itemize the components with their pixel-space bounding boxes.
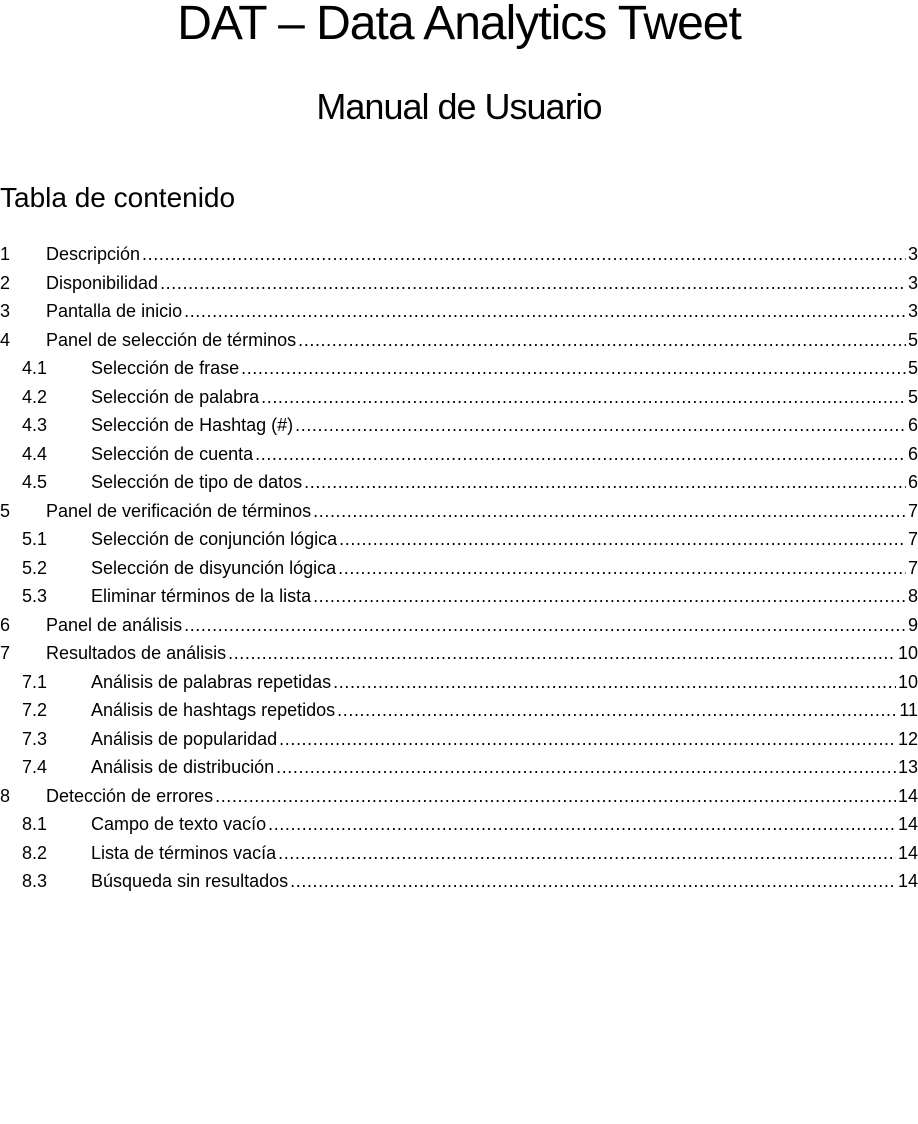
toc-entry-number: 7.4 bbox=[22, 757, 48, 777]
toc-entry-page: 6 bbox=[907, 415, 918, 435]
toc-entry[interactable] bbox=[0, 729, 918, 758]
toc-entry-title: Selección de palabra bbox=[91, 386, 260, 407]
toc-leader bbox=[228, 643, 896, 664]
toc-entry[interactable] bbox=[0, 358, 918, 387]
toc-entry-title: Análisis de palabras repetidas bbox=[91, 671, 332, 692]
toc-entry-title: Lista de términos vacía bbox=[91, 842, 277, 863]
toc-entry-title: Pantalla de inicio bbox=[46, 301, 183, 321]
toc-leader bbox=[160, 273, 906, 294]
toc-leader bbox=[268, 814, 896, 835]
toc-entry[interactable] bbox=[0, 415, 918, 444]
toc-entry-number: 1 bbox=[0, 244, 11, 264]
toc-entry[interactable] bbox=[0, 843, 918, 872]
toc-leader bbox=[241, 358, 906, 379]
toc-entry-number: 8.1 bbox=[22, 814, 48, 834]
toc-leader bbox=[276, 757, 896, 778]
toc-entry-page: 10 bbox=[897, 671, 918, 692]
toc-entry[interactable] bbox=[0, 472, 918, 501]
toc-entry[interactable] bbox=[0, 757, 918, 786]
toc-entry-page: 14 bbox=[897, 871, 918, 891]
toc-entry-page: 13 bbox=[897, 757, 918, 777]
toc-entry-number: 7 bbox=[0, 643, 11, 663]
toc-entry-title: Selección de frase bbox=[91, 358, 240, 378]
toc-entry[interactable] bbox=[0, 643, 918, 672]
toc-entry[interactable] bbox=[0, 529, 918, 558]
toc-entry-page: 7 bbox=[907, 557, 918, 578]
toc-entry-page: 11 bbox=[899, 700, 918, 720]
toc-leader bbox=[278, 843, 896, 864]
toc-entry-page: 6 bbox=[907, 472, 918, 492]
toc-entry[interactable] bbox=[0, 786, 918, 815]
toc-entry-number: 5 bbox=[0, 500, 11, 521]
toc-entry-number: 5.1 bbox=[22, 529, 48, 549]
toc-leader bbox=[215, 786, 896, 807]
toc-entry-page: 5 bbox=[907, 386, 918, 407]
toc-leader bbox=[333, 672, 896, 693]
toc-entry-number: 8.2 bbox=[22, 842, 48, 863]
toc-leader bbox=[184, 615, 906, 636]
toc-entry[interactable] bbox=[0, 586, 918, 615]
toc-leader bbox=[313, 501, 906, 522]
toc-entry-title: Selección de Hashtag (#) bbox=[91, 415, 294, 435]
toc-entry-page: 14 bbox=[897, 785, 918, 806]
toc-entry-number: 3 bbox=[0, 301, 11, 321]
toc-leader bbox=[298, 330, 906, 351]
toc-entry[interactable] bbox=[0, 301, 918, 330]
toc-leader bbox=[290, 871, 896, 892]
toc-entry-title: Análisis de popularidad bbox=[91, 728, 278, 749]
toc-entry-number: 7.1 bbox=[22, 671, 48, 692]
toc-entry-number: 4.3 bbox=[22, 415, 48, 435]
toc-leader bbox=[255, 444, 906, 465]
toc-entry-page: 6 bbox=[907, 443, 918, 464]
toc-entry[interactable] bbox=[0, 672, 918, 701]
toc-entry-page: 14 bbox=[897, 814, 918, 834]
toc-entry-page: 3 bbox=[907, 272, 918, 293]
toc-entry[interactable] bbox=[0, 814, 918, 843]
toc-entry[interactable] bbox=[0, 444, 918, 473]
toc-leader bbox=[142, 244, 906, 265]
toc-entry-number: 4 bbox=[0, 329, 11, 350]
toc-entry-title: Detección de errores bbox=[46, 785, 214, 806]
document-subtitle: Manual de Usuario bbox=[316, 86, 602, 127]
toc-leader bbox=[313, 586, 906, 607]
toc-entry-page: 7 bbox=[907, 529, 918, 549]
toc-entry-title: Selección de tipo de datos bbox=[91, 472, 303, 492]
toc-entry-page: 7 bbox=[907, 500, 918, 521]
toc-entry-title: Análisis de hashtags repetidos bbox=[91, 700, 336, 720]
toc-entry-page: 12 bbox=[897, 728, 918, 749]
toc-entry-title: Selección de cuenta bbox=[91, 443, 254, 464]
toc-entry-title: Descripción bbox=[46, 244, 141, 264]
toc-entry[interactable] bbox=[0, 558, 918, 587]
toc-entry-title: Eliminar términos de la lista bbox=[91, 586, 312, 606]
toc-heading: Tabla de contenido bbox=[0, 182, 236, 213]
toc-entry-number: 8 bbox=[0, 785, 11, 806]
toc-leader bbox=[337, 700, 897, 721]
toc-entry[interactable] bbox=[0, 273, 918, 302]
toc-leader bbox=[261, 387, 906, 408]
toc-entry-page: 5 bbox=[907, 358, 918, 378]
toc-entry-number: 8.3 bbox=[22, 871, 48, 891]
toc-entry-number: 7.2 bbox=[22, 700, 48, 720]
toc-entry-title: Búsqueda sin resultados bbox=[91, 871, 289, 891]
toc-entry[interactable] bbox=[0, 330, 918, 359]
toc-entry-title: Análisis de distribución bbox=[91, 757, 275, 777]
toc-leader bbox=[339, 529, 906, 550]
toc-entry-title: Panel de verificación de términos bbox=[46, 500, 312, 521]
toc-entry[interactable] bbox=[0, 615, 918, 644]
toc-entry-page: 8 bbox=[907, 586, 918, 606]
toc-entry-number: 4.1 bbox=[22, 358, 48, 378]
toc-entry-page: 3 bbox=[907, 301, 918, 321]
toc-leader bbox=[304, 472, 906, 493]
toc-entry-page: 10 bbox=[897, 643, 918, 663]
toc-entry-page: 3 bbox=[907, 244, 918, 264]
toc-entry[interactable] bbox=[0, 244, 918, 273]
toc-entry-number: 5.2 bbox=[22, 557, 48, 578]
toc-entry-title: Resultados de análisis bbox=[46, 643, 227, 663]
toc-entry-number: 2 bbox=[0, 272, 11, 293]
toc-entry-title: Selección de conjunción lógica bbox=[91, 529, 338, 549]
toc-entry[interactable] bbox=[0, 501, 918, 530]
toc-entry-title: Campo de texto vacío bbox=[91, 814, 267, 834]
toc-leader bbox=[338, 558, 906, 579]
toc-entry-number: 4.5 bbox=[22, 472, 48, 492]
toc-entry-number: 4.4 bbox=[22, 443, 48, 464]
document-title: DAT – Data Analytics Tweet bbox=[177, 0, 741, 50]
toc-entry-page: 9 bbox=[907, 614, 918, 635]
toc-entry-title: Disponibilidad bbox=[46, 272, 159, 293]
toc-entry-page: 14 bbox=[897, 842, 918, 863]
toc-entry[interactable] bbox=[0, 871, 918, 900]
table-of-contents bbox=[0, 244, 918, 900]
toc-entry-title: Selección de disyunción lógica bbox=[91, 557, 337, 578]
toc-entry-number: 6 bbox=[0, 614, 11, 635]
toc-entry-number: 4.2 bbox=[22, 386, 48, 407]
toc-entry-number: 7.3 bbox=[22, 728, 48, 749]
toc-entry-title: Panel de selección de términos bbox=[46, 329, 297, 350]
toc-entry[interactable] bbox=[0, 700, 918, 729]
toc-entry-number: 5.3 bbox=[22, 586, 48, 606]
toc-entry-page: 5 bbox=[907, 329, 918, 350]
toc-entry-title: Panel de análisis bbox=[46, 614, 183, 635]
toc-leader bbox=[184, 301, 906, 322]
toc-leader bbox=[295, 415, 906, 436]
toc-leader bbox=[279, 729, 896, 750]
toc-entry[interactable] bbox=[0, 387, 918, 416]
